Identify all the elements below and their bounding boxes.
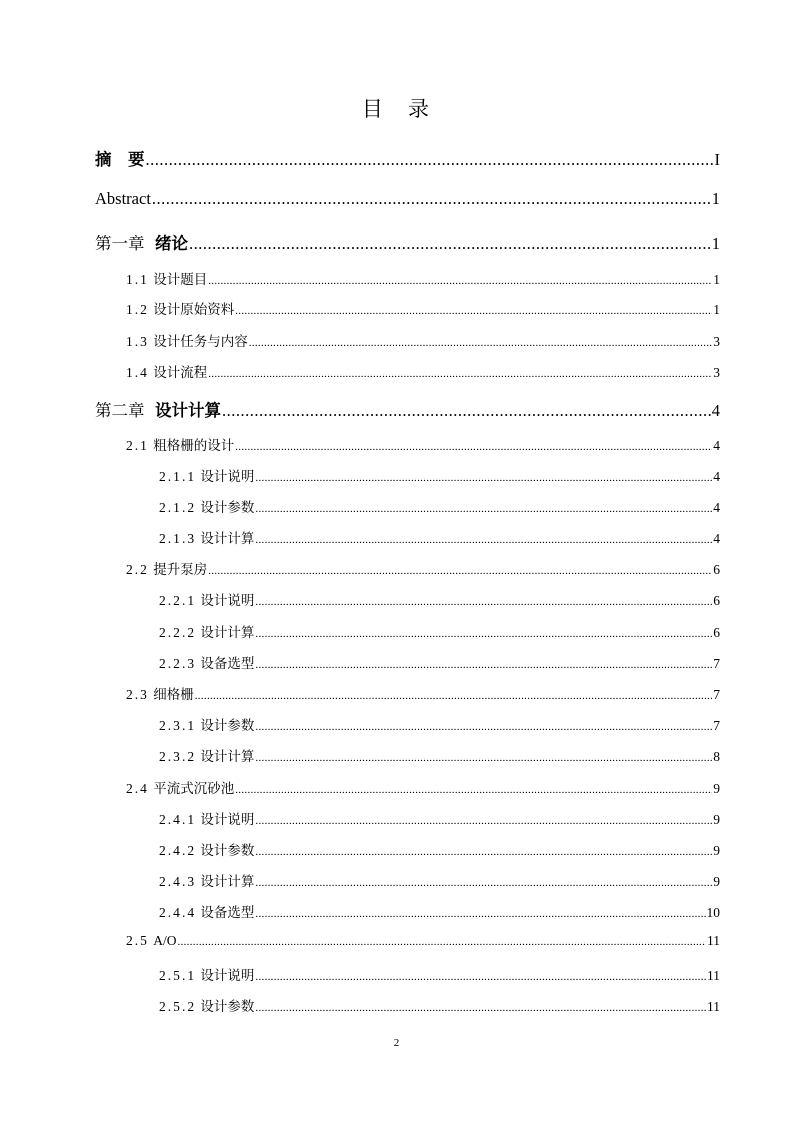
toc-leader-dots [235, 441, 712, 453]
chapter-title: 绪论 [155, 234, 188, 253]
toc-entry-page: 4 [713, 469, 720, 484]
toc-entry-page: 1 [711, 234, 720, 253]
toc-entry-section[interactable] [126, 330, 720, 350]
toc-entry-label [126, 361, 207, 381]
toc-entry-chapter-1[interactable] [95, 230, 720, 254]
toc-entry-label [126, 683, 194, 703]
toc-entry-page: 6 [713, 593, 720, 608]
toc-entry-subsection[interactable] [159, 496, 720, 516]
toc-entry-label [126, 330, 248, 350]
toc-entry-subsection[interactable] [159, 808, 720, 828]
toc-entry-label [159, 652, 254, 672]
toc-entry-subsection[interactable] [159, 465, 720, 485]
section-number: 1.3 [126, 334, 149, 349]
toc-entry-label [126, 298, 234, 318]
toc-entry-label [159, 964, 254, 984]
section-title: A/O [153, 933, 177, 948]
toc-entry-page: 11 [707, 999, 720, 1014]
section-number: 2.5.1 [159, 968, 197, 983]
toc-entry-section[interactable] [126, 434, 720, 454]
section-number: 2.1.1 [159, 469, 197, 484]
section-number: 2.3.2 [159, 749, 197, 764]
toc-entry-subsection[interactable] [159, 527, 720, 547]
section-number: 2.1.3 [159, 531, 197, 546]
toc-entry-page: 1 [713, 302, 720, 317]
toc-leader-dots [195, 690, 713, 702]
page-number: 2 [393, 1037, 400, 1049]
toc-leader-dots [255, 628, 712, 640]
toc-entry-page: 6 [713, 562, 720, 577]
section-number: 1.4 [126, 365, 149, 380]
toc-entry-abstract-en[interactable] [95, 189, 720, 209]
section-title: 设计说明 [200, 593, 255, 609]
page-title: 目 录 [361, 97, 432, 121]
section-title: 设计计算 [200, 749, 255, 765]
toc-entry-page: 7 [713, 656, 720, 671]
toc-entry-label [159, 621, 254, 641]
toc-entry-subsection[interactable] [159, 714, 720, 734]
toc-entry-label [159, 808, 254, 828]
toc-leader-dots [208, 275, 712, 287]
section-title: 设计参数 [200, 999, 255, 1015]
toc-entry-label [159, 995, 254, 1015]
toc-leader-dots [255, 971, 706, 983]
toc-entry-page: 4 [713, 438, 720, 453]
toc-entry-subsection[interactable] [159, 964, 720, 984]
toc-entry-label [159, 901, 254, 921]
section-number: 2.5 [126, 933, 149, 948]
section-title: 设备选型 [200, 656, 255, 672]
toc-entry-section[interactable] [126, 933, 720, 949]
section-number: 2.4.2 [159, 843, 197, 858]
toc-entry-page: 9 [713, 843, 720, 858]
chapter-prefix: 第二章 [95, 401, 145, 420]
section-number: 2.1 [126, 438, 149, 453]
section-title: 平流式沉砂池 [153, 781, 235, 797]
toc-entry-label [95, 397, 221, 421]
toc-entry-subsection[interactable] [159, 901, 720, 921]
section-title: 设计说明 [200, 812, 255, 828]
toc-entry-section[interactable] [126, 777, 720, 797]
toc-leader-dots [146, 150, 714, 170]
section-title: 设计参数 [200, 843, 255, 859]
toc-entry-subsection[interactable] [159, 995, 720, 1015]
section-title: 设计任务与内容 [153, 334, 248, 350]
section-number: 2.3.1 [159, 718, 197, 733]
section-number: 1.2 [126, 302, 149, 317]
toc-entry-label [159, 839, 254, 859]
toc-entry-page: 9 [713, 781, 720, 796]
toc-leader-dots [235, 305, 712, 317]
section-title: 设计题目 [153, 272, 208, 288]
toc-leader-dots [189, 234, 711, 254]
chapter-title: 设计计算 [155, 401, 221, 420]
toc-leader-dots [255, 503, 712, 515]
toc-entry-page: 1 [713, 272, 720, 287]
toc-entry-page: 1 [711, 189, 720, 208]
toc-entry-page: 4 [713, 531, 720, 546]
toc-entry-label [159, 870, 254, 890]
section-title: 设计原始资料 [153, 302, 235, 318]
toc-entry-page: 3 [713, 334, 720, 349]
toc-entry-section[interactable] [126, 558, 720, 578]
toc-entry-page: 6 [713, 625, 720, 640]
section-title: 设计计算 [200, 874, 255, 890]
toc-leader-dots [255, 472, 712, 484]
toc-entry-abstract-cn[interactable] [95, 146, 720, 170]
toc-leader-dots [178, 936, 707, 948]
toc-entry-subsection[interactable] [159, 745, 720, 765]
section-title: 设计流程 [153, 365, 208, 381]
toc-entry-label [126, 777, 234, 797]
toc-entry-label [159, 745, 254, 765]
toc-entry-subsection[interactable] [159, 589, 720, 609]
toc-entry-section[interactable] [126, 361, 720, 381]
toc-entry-label [159, 714, 254, 734]
section-number: 2.2 [126, 562, 149, 577]
section-title: 设计说明 [200, 469, 255, 485]
toc-leader-dots [255, 752, 712, 764]
toc-leader-dots [255, 877, 712, 889]
section-title: 设计说明 [200, 968, 255, 984]
toc-entry-label: Abstract [95, 189, 151, 208]
section-title: 设计参数 [200, 718, 255, 734]
toc-entry-page: 10 [706, 905, 720, 920]
toc-entry-page: 4 [711, 401, 720, 420]
toc-leader-dots [255, 908, 705, 920]
toc-entry-page: 11 [707, 933, 720, 948]
toc-entry-section[interactable] [126, 268, 720, 288]
toc-entry-subsection[interactable] [159, 621, 720, 641]
toc-entry-chapter-2[interactable] [95, 397, 720, 421]
section-title: 设备选型 [200, 905, 255, 921]
toc-leader-dots [208, 368, 712, 380]
toc-leader-dots [208, 565, 712, 577]
toc-leader-dots [222, 401, 711, 421]
toc-entry-page: 7 [713, 718, 720, 733]
toc-entry-label [126, 434, 234, 454]
toc-leader-dots [235, 784, 712, 796]
section-title: 粗格栅的设计 [153, 438, 235, 454]
toc-leader-dots [255, 534, 712, 546]
section-title: 提升泵房 [153, 562, 208, 578]
section-number: 2.1.2 [159, 500, 197, 515]
toc-entry-label [95, 230, 188, 254]
toc-entry-section[interactable] [126, 298, 720, 318]
toc-leader-dots [255, 721, 712, 733]
toc-entry-label: 摘 要 [95, 150, 145, 169]
toc-entry-label [126, 268, 207, 288]
section-title: 设计参数 [200, 500, 255, 516]
section-number: 2.4.3 [159, 874, 197, 889]
section-number: 2.2.3 [159, 656, 197, 671]
toc-entry-label [159, 589, 254, 609]
toc-leader-dots [255, 1002, 706, 1014]
toc-entry-page: 8 [713, 749, 720, 764]
toc-entry-label [126, 933, 177, 949]
toc-entry-subsection[interactable] [159, 652, 720, 672]
section-title: 细格栅 [153, 687, 194, 703]
toc-entry-page: 7 [713, 687, 720, 702]
toc-entry-label [126, 558, 207, 578]
toc-entry-page: 3 [713, 365, 720, 380]
toc-entry-page: I [714, 150, 720, 169]
toc-leader-dots [255, 815, 712, 827]
toc-leader-dots [255, 596, 712, 608]
toc-entry-page: 9 [713, 812, 720, 827]
toc-entry-label [159, 527, 254, 547]
toc-entry-page: 4 [713, 500, 720, 515]
section-number: 1.1 [126, 272, 149, 287]
section-number: 2.4.1 [159, 812, 197, 827]
toc-entry-label [159, 496, 254, 516]
section-number: 2.3 [126, 687, 149, 702]
toc-entry-page: 11 [707, 968, 720, 983]
section-number: 2.4 [126, 781, 149, 796]
toc-leader-dots [255, 846, 712, 858]
toc-entry-subsection[interactable] [159, 870, 720, 890]
section-number: 2.4.4 [159, 905, 197, 920]
toc-entry-page: 9 [713, 874, 720, 889]
section-number: 2.5.2 [159, 999, 197, 1014]
toc-leader-dots [255, 659, 712, 671]
toc-entry-subsection[interactable] [159, 839, 720, 859]
toc-leader-dots [249, 337, 713, 349]
section-title: 设计计算 [200, 625, 255, 641]
section-title: 设计计算 [200, 531, 255, 547]
toc-leader-dots [152, 189, 711, 209]
toc-entry-section[interactable] [126, 683, 720, 703]
section-number: 2.2.1 [159, 593, 197, 608]
toc-entry-label [159, 465, 254, 485]
section-number: 2.2.2 [159, 625, 197, 640]
chapter-prefix: 第一章 [95, 234, 145, 253]
